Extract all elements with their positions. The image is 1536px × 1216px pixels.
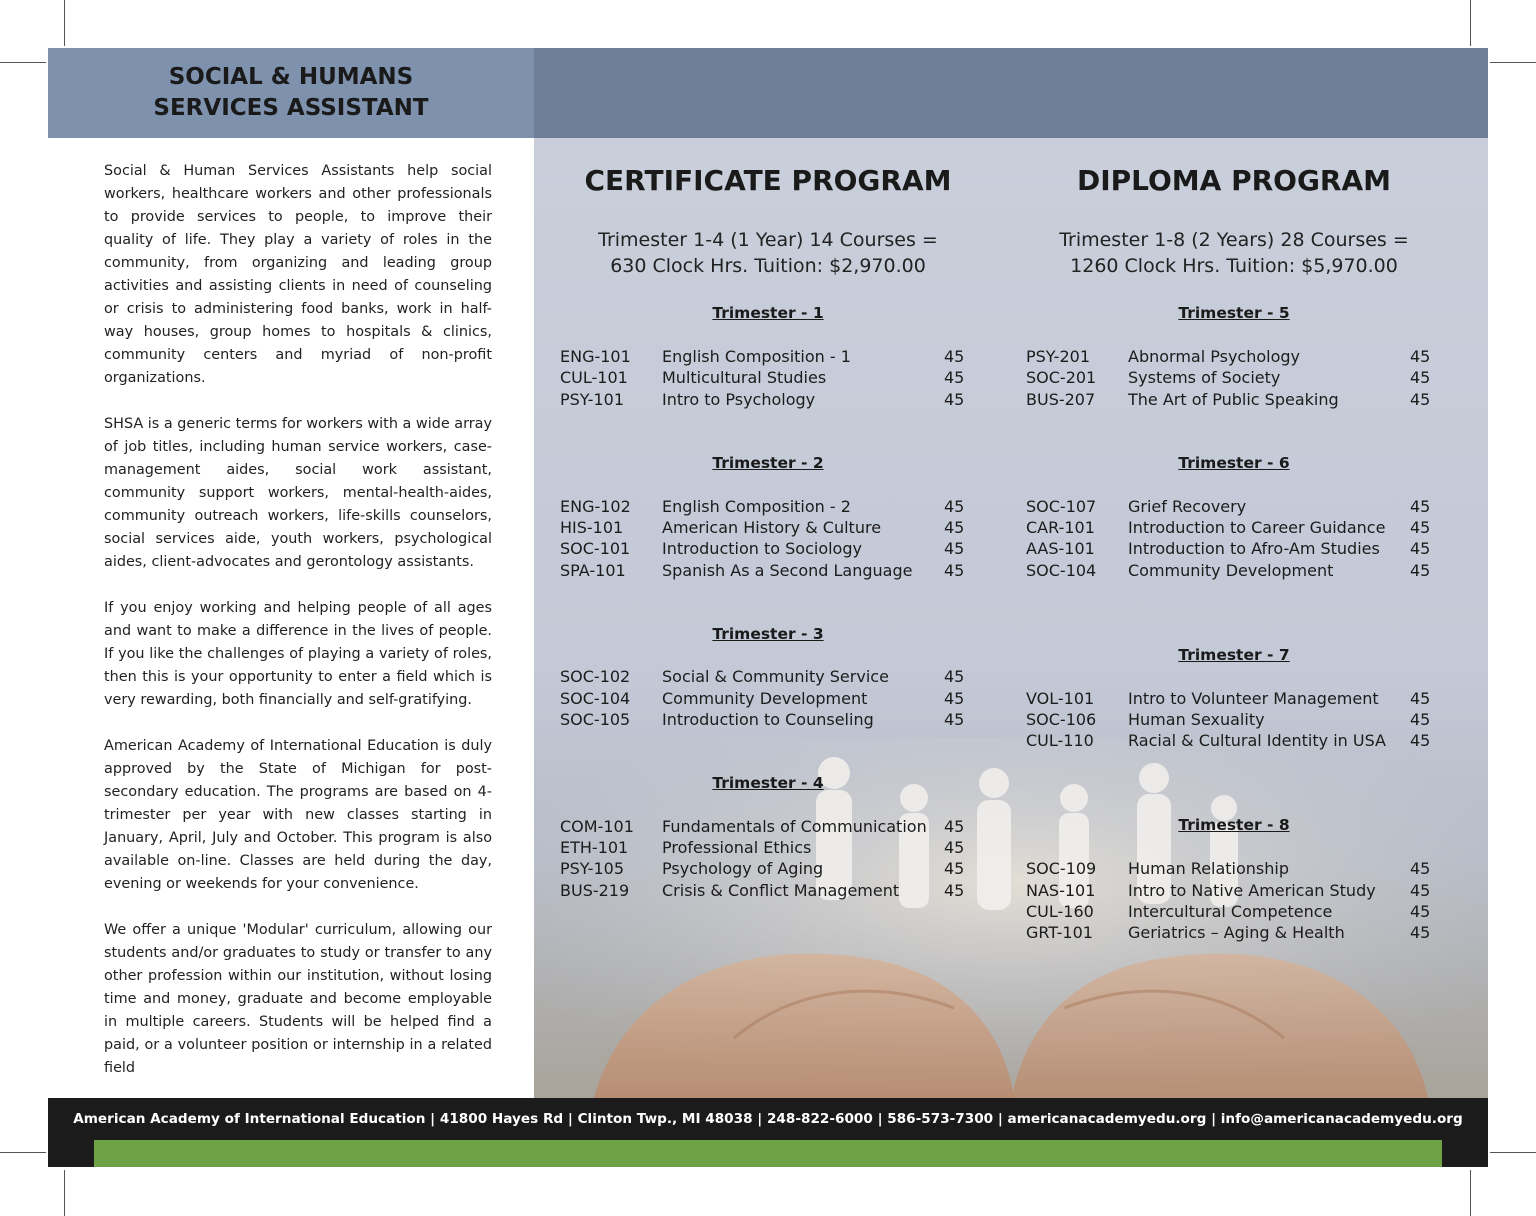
description-paragraph: SHSA is a generic terms for workers with a wide array of job titles, including human service workers, case-management aides, social work assistant, community support workers, mental-health-aides, community outreach workers, life-skills counselors, social services aide, youth workers, psychological aides, client-advocates and gerontology assistants. bbox=[104, 416, 492, 570]
description-paragraph: We offer a unique 'Modular' curriculum, allowing our students and/or graduates to study or transfer to any other profession within our institution, without losing time and money, graduate and become employable in multiple careers. Students will be helped find a paid, or a volunteer position or internship in a related field bbox=[104, 922, 492, 1076]
crop-mark bbox=[64, 1170, 65, 1216]
footer-contact-text: American Academy of International Education | 41800 Hayes Rd | Clinton Twp., MI 48038 | 248-822-6000 | 586-573-7300 | americanacademyedu.org | info@americanacademyedu.org bbox=[73, 1111, 1463, 1127]
crop-mark bbox=[1470, 0, 1471, 46]
right-header-band bbox=[534, 48, 1488, 138]
course-hours: 45 bbox=[944, 859, 965, 878]
course-name: English Composition - 2 bbox=[662, 497, 851, 516]
trimester-heading: Trimester - 3 bbox=[712, 625, 824, 643]
course-hours: 45 bbox=[944, 817, 965, 836]
description-paragraph: American Academy of International Education is duly approved by the State of Michigan for post-secondary education. The programs are based on 4-trimester per year with new classes starting in January, April, July and October. This program is also available on-line. Classes are held during the day, evening or weekends for your convenience. bbox=[104, 738, 492, 892]
course-code: AAS-101 bbox=[1026, 539, 1095, 558]
course-name: Racial & Cultural Identity in USA bbox=[1128, 731, 1386, 750]
crop-mark bbox=[0, 1152, 46, 1153]
footer-bar-edge bbox=[48, 1140, 94, 1167]
course-name: Introduction to Sociology bbox=[662, 539, 862, 558]
course-name: Introduction to Afro-Am Studies bbox=[1128, 539, 1380, 558]
course-hours: 45 bbox=[1410, 347, 1431, 366]
course-name: Abnormal Psychology bbox=[1128, 347, 1301, 366]
course-name: Crisis & Conflict Management bbox=[662, 881, 900, 900]
course-name: Geriatrics – Aging & Health bbox=[1128, 923, 1345, 942]
trimester-heading: Trimester - 1 bbox=[712, 304, 824, 322]
course-hours: 45 bbox=[1410, 539, 1431, 558]
program-description bbox=[104, 160, 492, 1103]
crop-mark bbox=[1470, 1170, 1471, 1216]
trimester-heading: Trimester - 7 bbox=[1178, 646, 1290, 664]
course-name: American History & Culture bbox=[662, 518, 882, 537]
course-name: Introduction to Career Guidance bbox=[1128, 518, 1386, 537]
course-name: Community Development bbox=[1128, 561, 1334, 580]
course-name: Social & Community Service bbox=[662, 667, 889, 686]
course-hours: 45 bbox=[944, 497, 965, 516]
course-name: Multicultural Studies bbox=[662, 368, 827, 387]
footer-bar-edge bbox=[1442, 1140, 1488, 1167]
course-name: Community Development bbox=[662, 689, 868, 708]
course-hours: 45 bbox=[1410, 923, 1431, 942]
course-code: PSY-201 bbox=[1026, 347, 1090, 366]
crop-mark bbox=[64, 0, 65, 46]
course-name: Intro to Volunteer Management bbox=[1128, 689, 1379, 708]
crop-mark bbox=[1490, 1152, 1536, 1153]
course-hours: 45 bbox=[1410, 518, 1431, 537]
course-code: SOC-104 bbox=[1026, 561, 1097, 580]
course-name: Professional Ethics bbox=[662, 838, 812, 857]
trimester-heading: Trimester - 8 bbox=[1178, 816, 1290, 834]
course-code: BUS-219 bbox=[560, 881, 630, 900]
course-hours: 45 bbox=[944, 518, 965, 537]
course-name: Human Relationship bbox=[1128, 859, 1290, 878]
course-name: Fundamentals of Communication bbox=[662, 817, 927, 836]
course-hours: 45 bbox=[1410, 689, 1431, 708]
course-code: SOC-106 bbox=[1026, 710, 1097, 729]
description-paragraph: If you enjoy working and helping people of all ages and want to make a difference in the lives of people. If you like the challenges of playing a variety of roles, then this is your opportunity to enter a field which is very rewarding, both financially and self-gratifying. bbox=[104, 600, 492, 708]
certificate-program-summary: Trimester 1-4 (1 Year) 14 Courses = 630 Clock Hrs. Tuition: $2,970.00 bbox=[598, 229, 938, 277]
programs-panel bbox=[534, 138, 1488, 1098]
course-code: SOC-201 bbox=[1026, 368, 1097, 387]
course-hours: 45 bbox=[1410, 902, 1431, 921]
course-hours: 45 bbox=[944, 667, 965, 686]
course-name: The Art of Public Speaking bbox=[1128, 390, 1339, 409]
course-code: SOC-104 bbox=[560, 689, 631, 708]
course-hours: 45 bbox=[1410, 859, 1431, 878]
course-code: SPA-101 bbox=[560, 561, 626, 580]
course-code: NAS-101 bbox=[1026, 881, 1096, 900]
left-header bbox=[48, 48, 534, 138]
course-code: VOL-101 bbox=[1026, 689, 1095, 708]
course-hours: 45 bbox=[944, 390, 965, 409]
course-code: SOC-105 bbox=[560, 710, 631, 729]
course-hours: 45 bbox=[1410, 561, 1431, 580]
course-hours: 45 bbox=[1410, 368, 1431, 387]
course-code: SOC-109 bbox=[1026, 859, 1097, 878]
page-title: SOCIAL & HUMANS SERVICES ASSISTANT bbox=[153, 64, 429, 121]
course-code: SOC-101 bbox=[560, 539, 631, 558]
trimester-heading: Trimester - 4 bbox=[712, 774, 824, 792]
course-name: Grief Recovery bbox=[1128, 497, 1247, 516]
course-name: Intercultural Competence bbox=[1128, 902, 1333, 921]
course-hours: 45 bbox=[944, 539, 965, 558]
course-name: Spanish As a Second Language bbox=[662, 561, 913, 580]
course-name: Intro to Psychology bbox=[662, 390, 816, 409]
course-code: HIS-101 bbox=[560, 518, 624, 537]
course-hours: 45 bbox=[1410, 881, 1431, 900]
course-name: Human Sexuality bbox=[1128, 710, 1265, 729]
course-hours: 45 bbox=[944, 561, 965, 580]
footer-green-bar bbox=[94, 1140, 1442, 1167]
course-code: ENG-102 bbox=[560, 497, 631, 516]
course-code: COM-101 bbox=[560, 817, 634, 836]
course-hours: 45 bbox=[1410, 731, 1431, 750]
course-code: SOC-107 bbox=[1026, 497, 1097, 516]
course-hours: 45 bbox=[1410, 497, 1431, 516]
course-name: Intro to Native American Study bbox=[1128, 881, 1376, 900]
course-code: SOC-102 bbox=[560, 667, 631, 686]
contact-footer bbox=[48, 1098, 1488, 1140]
course-code: GRT-101 bbox=[1026, 923, 1093, 942]
course-hours: 45 bbox=[944, 347, 965, 366]
course-name: Psychology of Aging bbox=[662, 859, 824, 878]
course-name: Systems of Society bbox=[1128, 368, 1281, 387]
diploma-program-title: DIPLOMA PROGRAM bbox=[1076, 164, 1392, 197]
course-hours: 45 bbox=[944, 368, 965, 387]
course-code: ENG-101 bbox=[560, 347, 631, 366]
course-hours: 45 bbox=[944, 838, 965, 857]
course-name: Introduction to Counseling bbox=[662, 710, 874, 729]
course-code: PSY-101 bbox=[560, 390, 624, 409]
trimester-heading: Trimester - 2 bbox=[712, 454, 824, 472]
crop-mark bbox=[0, 62, 46, 63]
course-code: ETH-101 bbox=[560, 838, 629, 857]
course-code: CUL-110 bbox=[1026, 731, 1094, 750]
course-name: English Composition - 1 bbox=[662, 347, 851, 366]
course-code: CUL-101 bbox=[560, 368, 628, 387]
crop-mark bbox=[1490, 62, 1536, 63]
diploma-program-summary: Trimester 1-8 (2 Years) 28 Courses = 1260 Clock Hrs. Tuition: $5,970.00 bbox=[1059, 229, 1409, 277]
description-paragraph: Social & Human Services Assistants help social workers, healthcare workers and other professionals to provide services to people, to improve their quality of life. They play a variety of roles in the community, from organizing and leading group activities and assisting clients in need of counseling or crisis to administering food banks, work in half-way houses, group homes to hospitals & clinics, community centers and myriad of non-profit organizations. bbox=[104, 163, 492, 386]
course-code: CUL-160 bbox=[1026, 902, 1094, 921]
course-code: BUS-207 bbox=[1026, 390, 1096, 409]
course-code: PSY-105 bbox=[560, 859, 624, 878]
course-hours: 45 bbox=[944, 689, 965, 708]
certificate-program-title: CERTIFICATE PROGRAM bbox=[584, 164, 952, 197]
course-code: CAR-101 bbox=[1026, 518, 1095, 537]
course-hours: 45 bbox=[1410, 390, 1431, 409]
course-hours: 45 bbox=[944, 710, 965, 729]
course-hours: 45 bbox=[944, 881, 965, 900]
course-hours: 45 bbox=[1410, 710, 1431, 729]
hands-holding-people-illustration bbox=[534, 738, 1488, 1098]
trimester-heading: Trimester - 6 bbox=[1178, 454, 1290, 472]
trimester-heading: Trimester - 5 bbox=[1178, 304, 1290, 322]
